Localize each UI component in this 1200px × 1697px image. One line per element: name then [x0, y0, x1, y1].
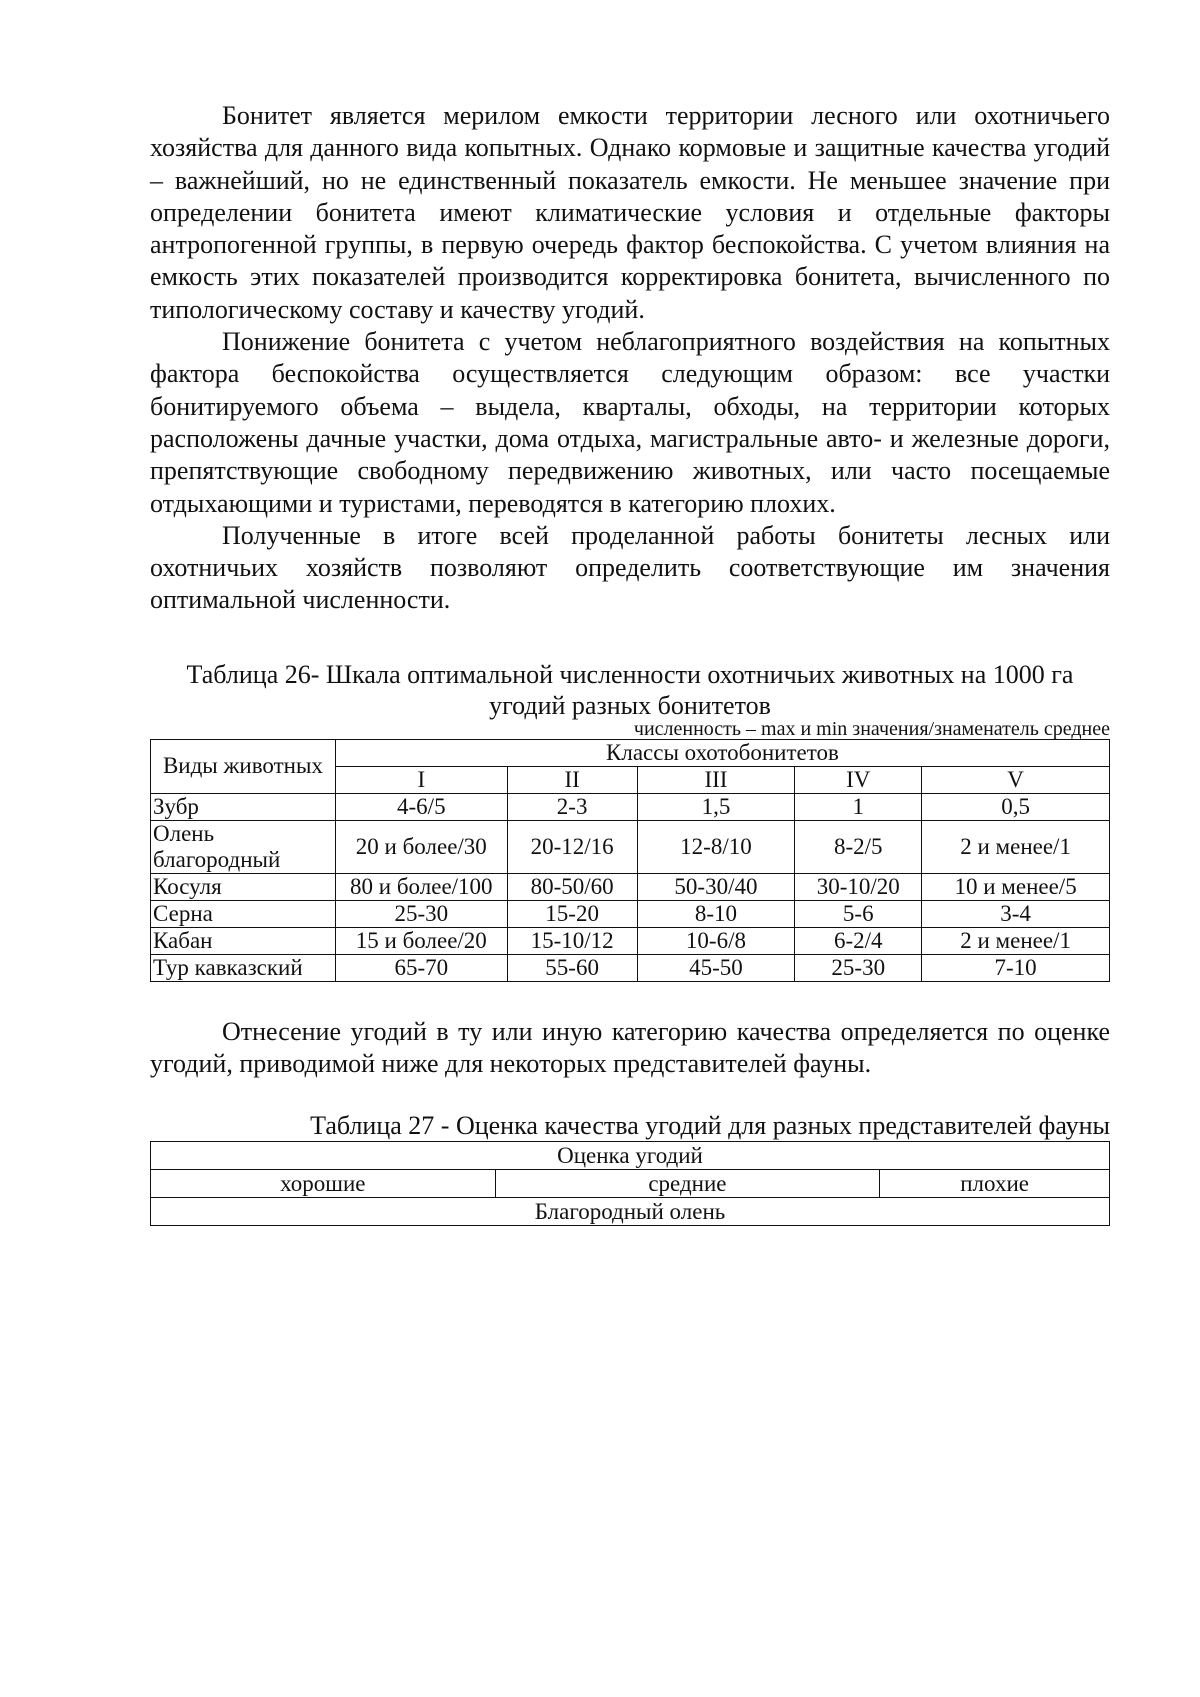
species-name: Кабан [151, 927, 336, 954]
table-26 [150, 739, 1110, 982]
table-cell: 10-6/8 [637, 927, 795, 954]
table-cell: 8-10 [637, 900, 795, 927]
table-cell: 6-2/4 [795, 927, 922, 954]
column-header: хорошие [151, 1170, 496, 1198]
table-cell: 2 и менее/1 [922, 820, 1110, 873]
species-name: Олень благородный [151, 820, 336, 873]
table-cell: 5-6 [795, 900, 922, 927]
table-cell: 10 и менее/5 [922, 873, 1110, 900]
table-row [151, 900, 1110, 927]
table-cell: 12-8/10 [637, 820, 795, 873]
species-header: Виды животных [151, 739, 336, 793]
table-cell: 25-30 [335, 900, 507, 927]
table-row [151, 820, 1110, 873]
species-name: Серна [151, 900, 336, 927]
table-row [151, 873, 1110, 900]
species-name: Зубр [151, 793, 336, 820]
table-26-note: численность – max и min значения/знаменатель среднее [633, 717, 1110, 740]
table-cell: 15 и более/20 [335, 927, 507, 954]
table-cell: 50-30/40 [637, 873, 795, 900]
table-cell: 30-10/20 [795, 873, 922, 900]
table-cell: 1 [795, 793, 922, 820]
class-header: III [637, 766, 795, 793]
paragraph-after-table: Отнесение угодий в ту или иную категорию качества определяется по оценке угодий, приводимой ниже для некоторых представителей фауны. [150, 1016, 1110, 1079]
table-cell: 8-2/5 [795, 820, 922, 873]
paragraph-2: Понижение бонитета с учетом неблагоприятного воздействия на копытных фактора беспокойства осуществляется следующим образом: все участки бонитируемого объема – выдела, кварталы, обходы, на территории которых расположены дачные участки, дома отдыха, магистральные авто- и железные дороги, препятствующие свободному передвижению животных, или часто посещаемые отдыхающими и туристами, переводятся в категорию плохих. [150, 327, 1110, 518]
paragraph-1: Бонитет является мерилом емкости территории лесного или охотничьего хозяйства для данного вида копытных. Однако кормовые и защитные качества угодий – важнейший, но не единственный показатель емкости. Не меньшее значение при определении бонитета имеют климатические условия и отдельные факторы антропогенной группы, в первую очередь фактор беспокойства. С учетом влияния на емкость этих показателей производится корректировка бонитета, вычисленного по типологическому составу и качеству угодий. [150, 101, 1110, 324]
classes-header: Классы охотобонитетов [335, 739, 1109, 766]
class-header: I [335, 766, 507, 793]
document-page [150, 100, 1110, 1226]
table-cell: 2 и менее/1 [922, 927, 1110, 954]
table-cell: 45-50 [637, 954, 795, 981]
species-name: Косуля [151, 873, 336, 900]
table-cell: 4-6/5 [335, 793, 507, 820]
column-header: средние [495, 1170, 880, 1198]
section-header: Благородный олень [151, 1198, 1110, 1226]
table-cell: 65-70 [335, 954, 507, 981]
table-cell: 80-50/60 [507, 873, 637, 900]
table-cell: 3-4 [922, 900, 1110, 927]
table-cell: 15-20 [507, 900, 637, 927]
table-cell: 20 и более/30 [335, 820, 507, 873]
table-26-caption: Таблица 26- Шкала оптимальной численности охотничьих животных на 1000 га угодий разных бонитетов [186, 659, 1074, 720]
table-cell: 0,5 [922, 793, 1110, 820]
table-row [151, 954, 1110, 981]
table-header-row [151, 1142, 1110, 1170]
table-cell: 7-10 [922, 954, 1110, 981]
class-header: V [922, 766, 1110, 793]
class-header: II [507, 766, 637, 793]
table-cell: 55-60 [507, 954, 637, 981]
rating-header: Оценка угодий [151, 1142, 1110, 1170]
table-header-row [151, 1170, 1110, 1198]
class-header: IV [795, 766, 922, 793]
table-cell: 80 и более/100 [335, 873, 507, 900]
table-cell: 20-12/16 [507, 820, 637, 873]
table-cell: 1,5 [637, 793, 795, 820]
table-row [151, 793, 1110, 820]
table-cell: 15-10/12 [507, 927, 637, 954]
table-header-row [151, 739, 1110, 766]
table-row [151, 1198, 1110, 1226]
species-name: Тур кавказский [151, 954, 336, 981]
table-cell: 25-30 [795, 954, 922, 981]
table-27 [150, 1141, 1110, 1226]
table-27-caption: Таблица 27 - Оценка качества угодий для разных представителей фауны [310, 1111, 1110, 1141]
column-header: плохие [880, 1170, 1110, 1198]
paragraph-3: Полученные в итоге всей проделанной работы бонитеты лесных или охотничьих хозяйств позволяют определить соответствующие им значения оптимальной численности. [150, 520, 1110, 615]
table-cell: 2-3 [507, 793, 637, 820]
table-row [151, 927, 1110, 954]
